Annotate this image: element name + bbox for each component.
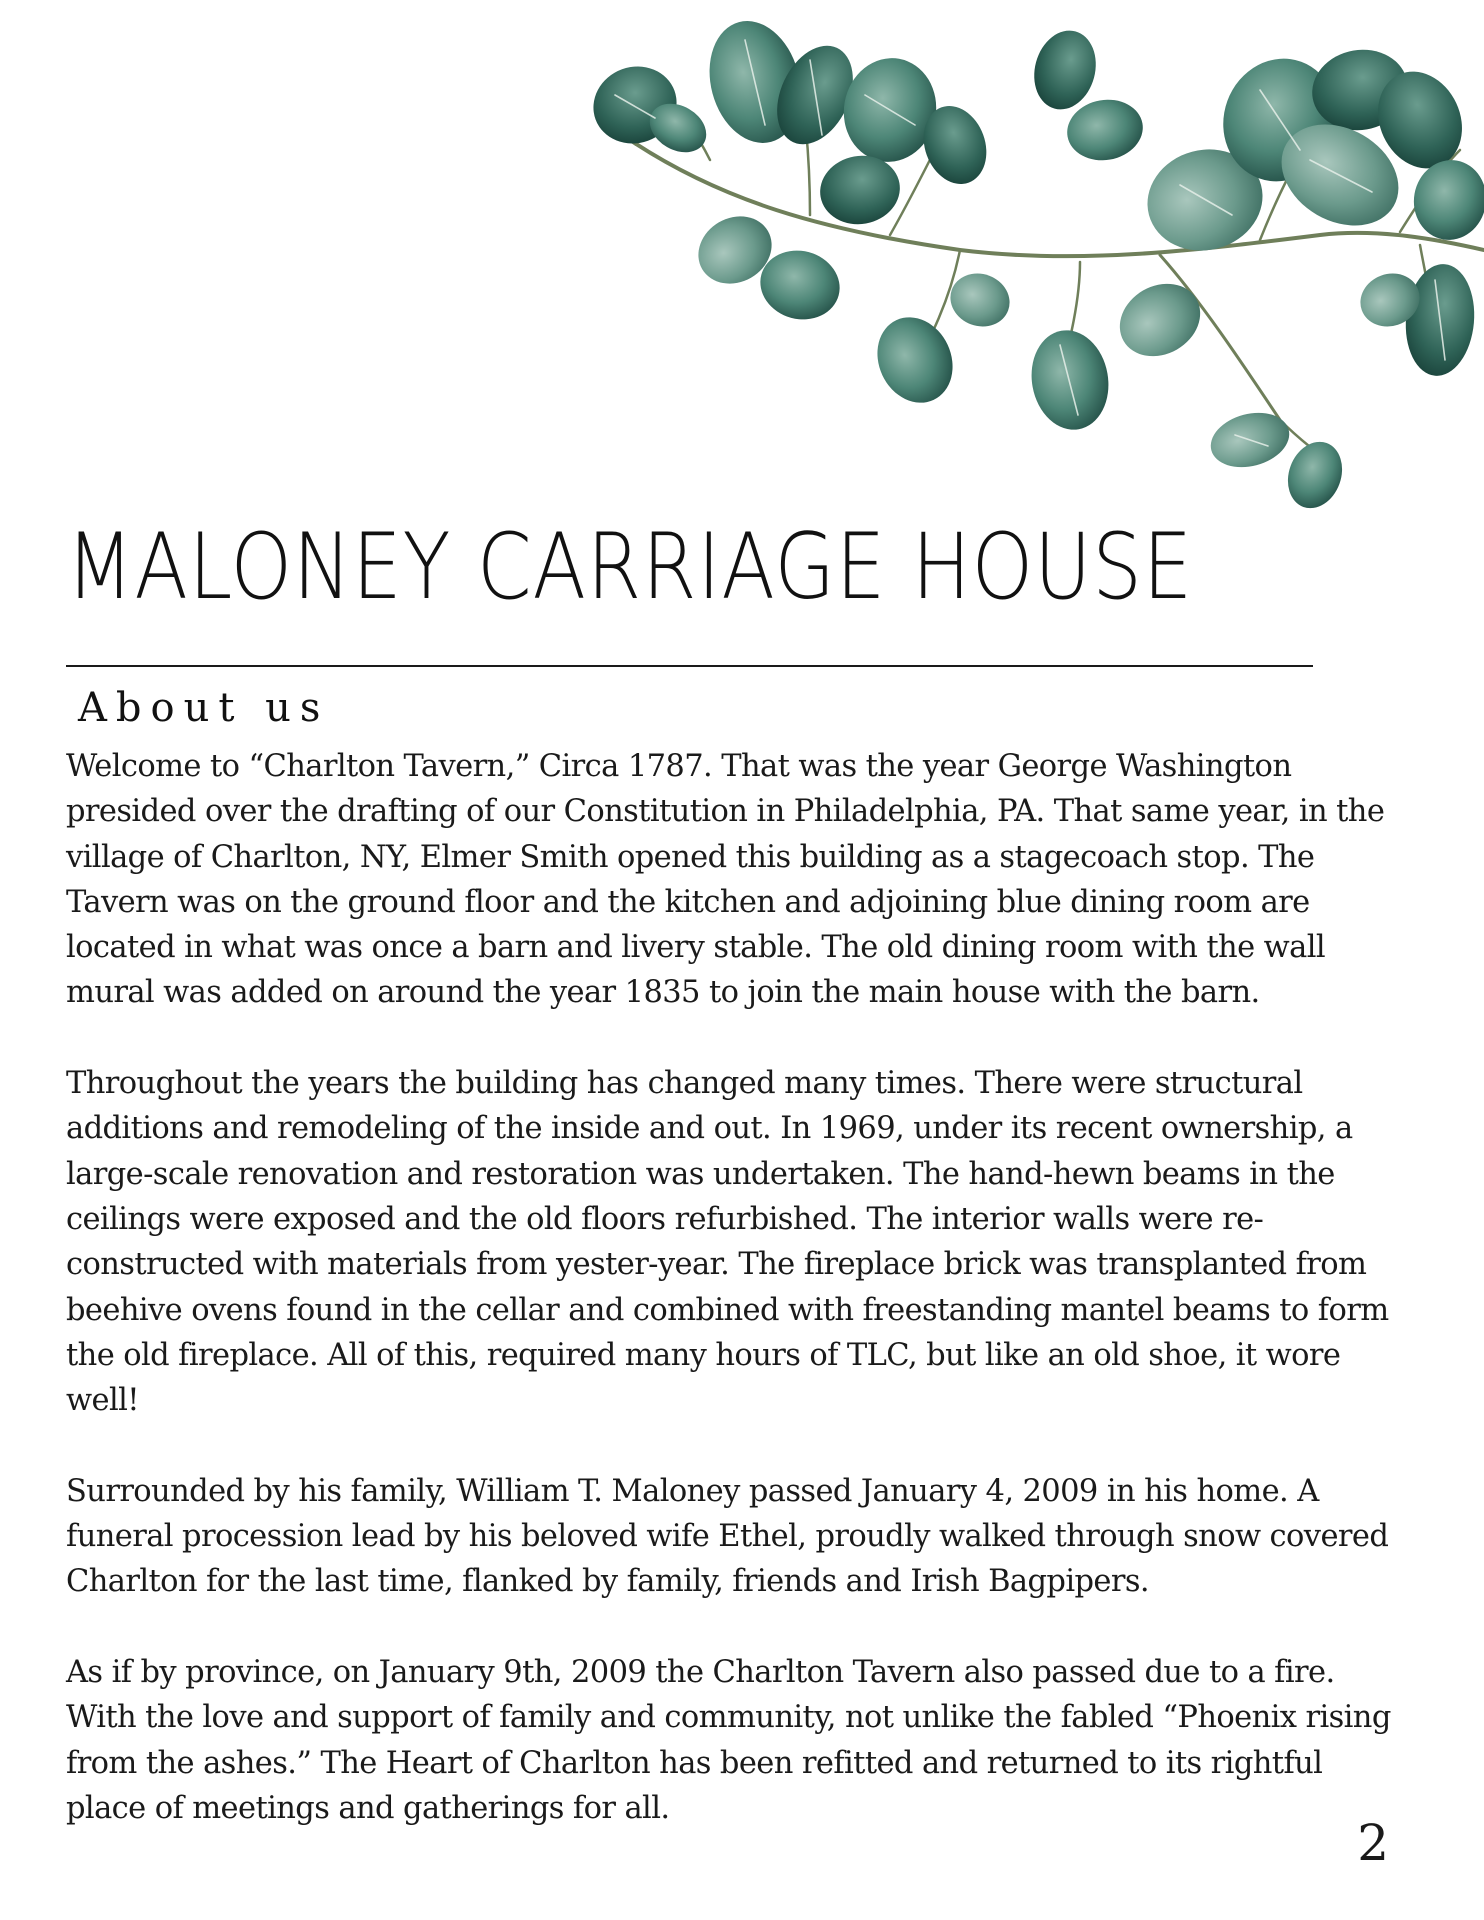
eucalyptus-branch-illustration: [560, 0, 1484, 540]
page-number: 2: [1357, 1814, 1389, 1872]
paragraph: Welcome to “Charlton Tavern,” Circa 1787. That was the year George Washington presided over the drafting of our Constitution in Philadelphia, PA. That same year, in the village of Charlton, NY, Elmer Smith opened this building as a stagecoach stop. The Tavern was on the ground floor and the kitchen and adjoining blue dining room are located in what was once a barn and livery stable. The old dining room with the wall mural was added on around the year 1835 to join the main house with the barn.: [66, 749, 1385, 1011]
document-title: MALONEY CARRIAGE HOUSE: [66, 515, 1194, 620]
section-heading: About us: [78, 685, 330, 731]
title-divider: [66, 665, 1313, 667]
paragraph: As if by province, on January 9th, 2009 the Charlton Tavern also passed due to a fire. With the love and support of family and community, not unlike the fabled “Phoenix rising from the ashes.” The Heart of Charlton has been refitted and returned to its rightful place of meetings and gatherings for all.: [66, 1654, 1391, 1826]
paragraph: Surrounded by his family, William T. Maloney passed January 4, 2009 in his home. A funeral procession lead by his beloved wife Ethel, proudly walked through snow covered Charlton for the last time, flanked by family, friends and Irish Bagpipers.: [66, 1473, 1389, 1600]
paragraph: Throughout the years the building has changed many times. There were structural additions and remodeling of the inside and out. In 1969, under its recent ownership, a large-scale renovation and restoration was undertaken. The hand-hewn beams in the ceilings were exposed and the old floors refurbished. The interior walls were re- constructed with materials from yester-year. The fireplace brick was transplanted from beehive ovens found in the cellar and combined with freestanding mantel beams to form the old fireplace. All of this, required many hours of TLC, but like an old shoe, it wore well!: [66, 1066, 1389, 1419]
body-text: [66, 744, 1446, 1831]
